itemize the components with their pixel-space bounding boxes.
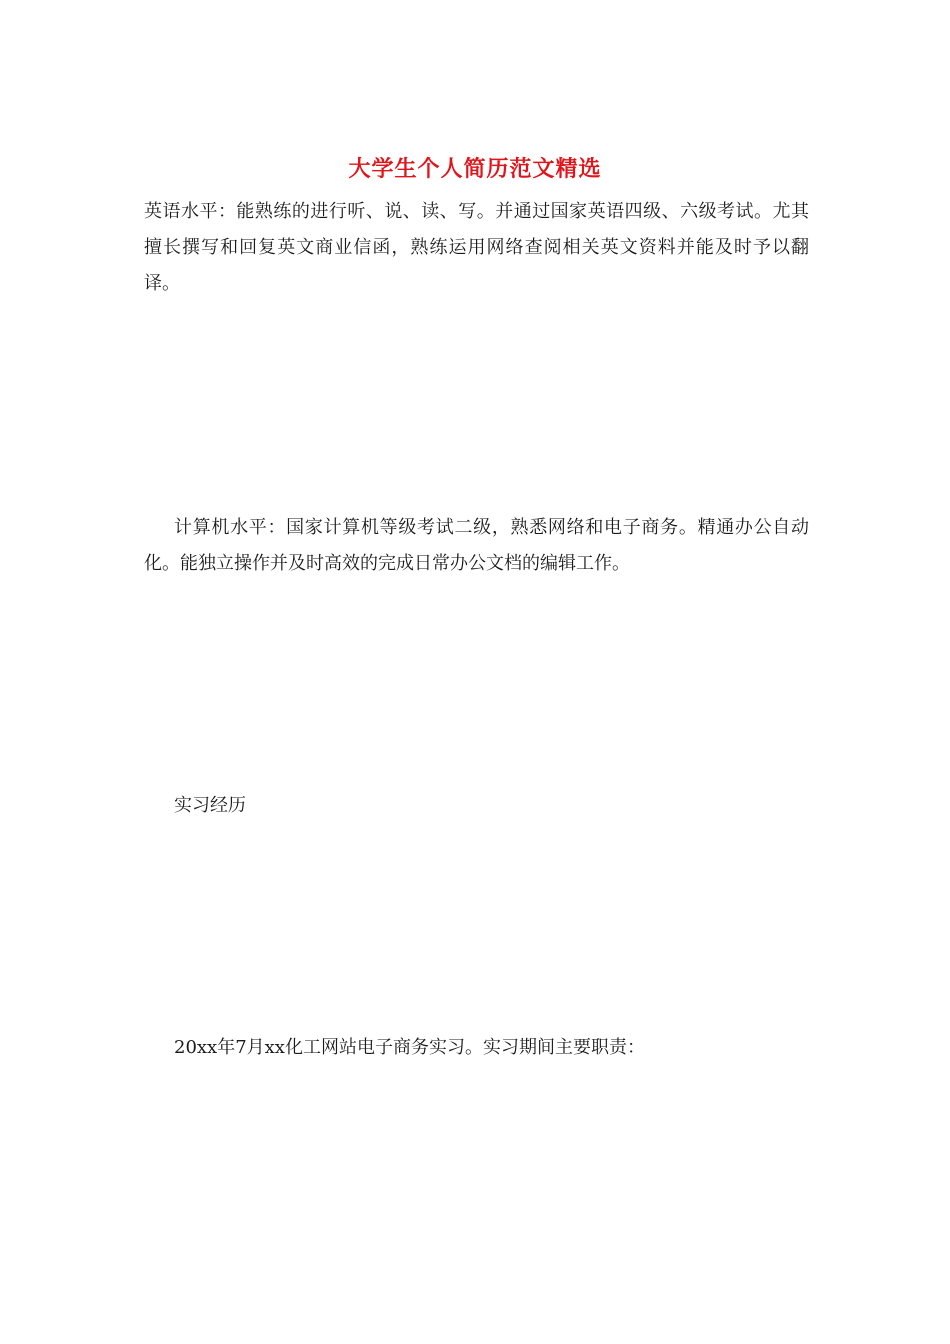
computer-level-paragraph: 计算机水平：国家计算机等级考试二级，熟悉网络和电子商务。精通办公自动化。能独立操作并及时高效的完成日常办公文档的编辑工作。 bbox=[144, 517, 809, 574]
internship-heading: 实习经历 bbox=[174, 795, 246, 816]
document-title: 大学生个人简历范文精选 bbox=[348, 156, 602, 182]
internship-detail-paragraph: 20xx年7月xx化工网站电子商务实习。实习期间主要职责： bbox=[174, 1037, 645, 1058]
english-level-paragraph: 英语水平：能熟练的进行听、说、读、写。并通过国家英语四级、六级考试。尤其擅长撰写和回复英文商业信函，熟练运用网络查阅相关英文资料并能及时予以翻译。 bbox=[144, 201, 809, 294]
